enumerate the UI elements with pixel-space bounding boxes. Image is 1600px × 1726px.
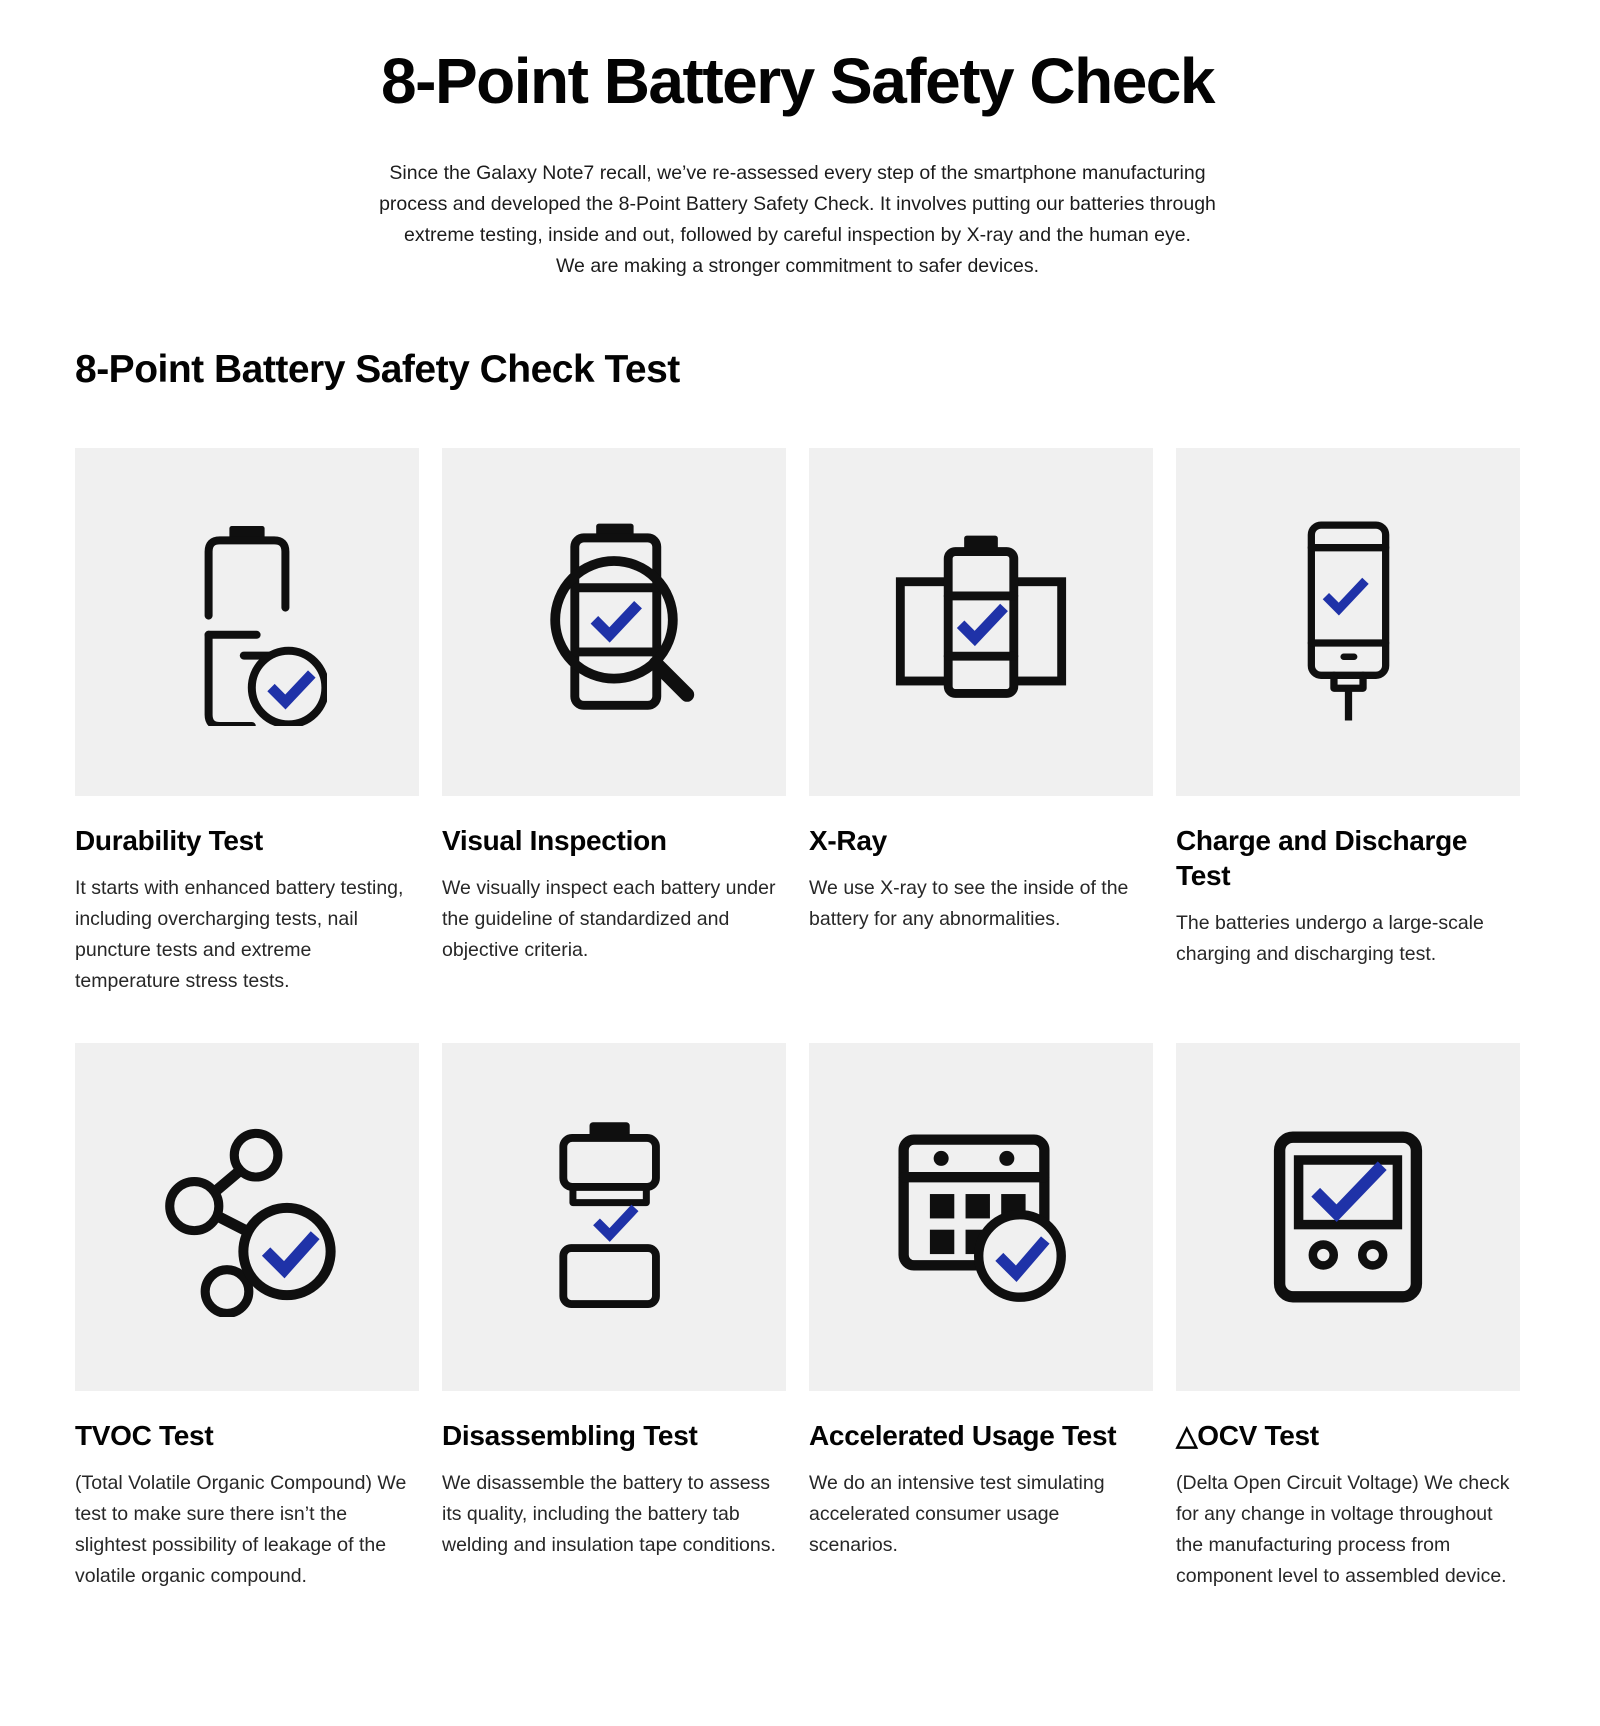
card-title: X-Ray bbox=[809, 825, 887, 856]
battery-safety-page bbox=[0, 44, 1600, 1592]
intro-line: We are making a stronger commitment to safer devices. bbox=[556, 255, 1039, 277]
card-x-ray bbox=[809, 448, 1153, 997]
card-icon-box bbox=[442, 1043, 786, 1391]
card-ocv-test bbox=[1176, 1043, 1520, 1592]
page-title: 8-Point Battery Safety Check bbox=[381, 45, 1214, 117]
card-visual-inspection bbox=[442, 448, 786, 997]
card-icon-box bbox=[1176, 1043, 1520, 1391]
section-heading: 8-Point Battery Safety Check Test bbox=[75, 348, 680, 391]
card-tvoc-test bbox=[75, 1043, 419, 1592]
intro-line: Since the Galaxy Note7 recall, we’ve re-assessed every step of the smartphone manufacturing bbox=[389, 162, 1206, 184]
card-icon-box bbox=[442, 448, 786, 796]
battery-magnifier-check-icon bbox=[516, 520, 712, 725]
card-title: △OCV Test bbox=[1176, 1420, 1319, 1451]
intro-line: extreme testing, inside and out, followed by careful inspection by X-ray and the human eye. bbox=[404, 224, 1191, 246]
calendar-check-icon bbox=[883, 1119, 1080, 1316]
card-charge-discharge-test bbox=[1176, 448, 1520, 997]
card-icon-box bbox=[75, 1043, 419, 1391]
intro-line: process and developed the 8-Point Battery Safety Check. It involves putting our batteries through bbox=[379, 193, 1216, 215]
intro-text bbox=[348, 158, 1248, 282]
card-body: It starts with enhanced battery testing, including overcharging tests, nail puncture tests and extreme temperature stress tests. bbox=[75, 877, 404, 992]
card-title: Disassembling Test bbox=[442, 1420, 698, 1451]
card-body: The batteries undergo a large-scale charging and discharging test. bbox=[1176, 912, 1484, 965]
card-icon-box bbox=[809, 448, 1153, 796]
card-icon-box bbox=[75, 448, 419, 796]
phone-charging-check-icon bbox=[1300, 517, 1397, 727]
card-body: We disassemble the battery to assess its quality, including the battery tab welding and insulation tape conditions. bbox=[442, 1472, 776, 1556]
battery-xray-check-icon bbox=[879, 525, 1083, 720]
battery-disassembled-check-icon bbox=[544, 1117, 684, 1318]
molecule-check-icon bbox=[147, 1117, 347, 1317]
card-title: Visual Inspection bbox=[442, 825, 667, 856]
card-accelerated-usage-test bbox=[809, 1043, 1153, 1592]
card-icon-box bbox=[1176, 448, 1520, 796]
card-body: We visually inspect each battery under the guideline of standardized and objective criteria. bbox=[442, 877, 776, 961]
card-durability-test bbox=[75, 448, 419, 997]
card-icon-box bbox=[809, 1043, 1153, 1391]
card-disassembling-test bbox=[442, 1043, 786, 1592]
card-title: Accelerated Usage Test bbox=[809, 1420, 1117, 1451]
card-title: Durability Test bbox=[75, 825, 263, 856]
card-body: We do an intensive test simulating accelerated consumer usage scenarios. bbox=[809, 1472, 1105, 1556]
card-title: Charge and Discharge Test bbox=[1176, 825, 1468, 891]
safety-check-grid-row-1 bbox=[75, 448, 1520, 997]
card-body: We use X-ray to see the inside of the battery for any abnormalities. bbox=[809, 877, 1129, 930]
voltmeter-check-icon bbox=[1253, 1122, 1443, 1312]
card-body: (Delta Open Circuit Voltage) We check for any change in voltage throughout the manufacturing process from component level to assembled device. bbox=[1176, 1472, 1510, 1587]
battery-crack-check-icon bbox=[167, 518, 327, 726]
card-title: TVOC Test bbox=[75, 1420, 214, 1451]
card-body: (Total Volatile Organic Compound) We test to make sure there isn’t the slightest possibility of leakage of the volatile organic compound. bbox=[75, 1472, 407, 1587]
safety-check-grid-row-2 bbox=[75, 1043, 1520, 1592]
